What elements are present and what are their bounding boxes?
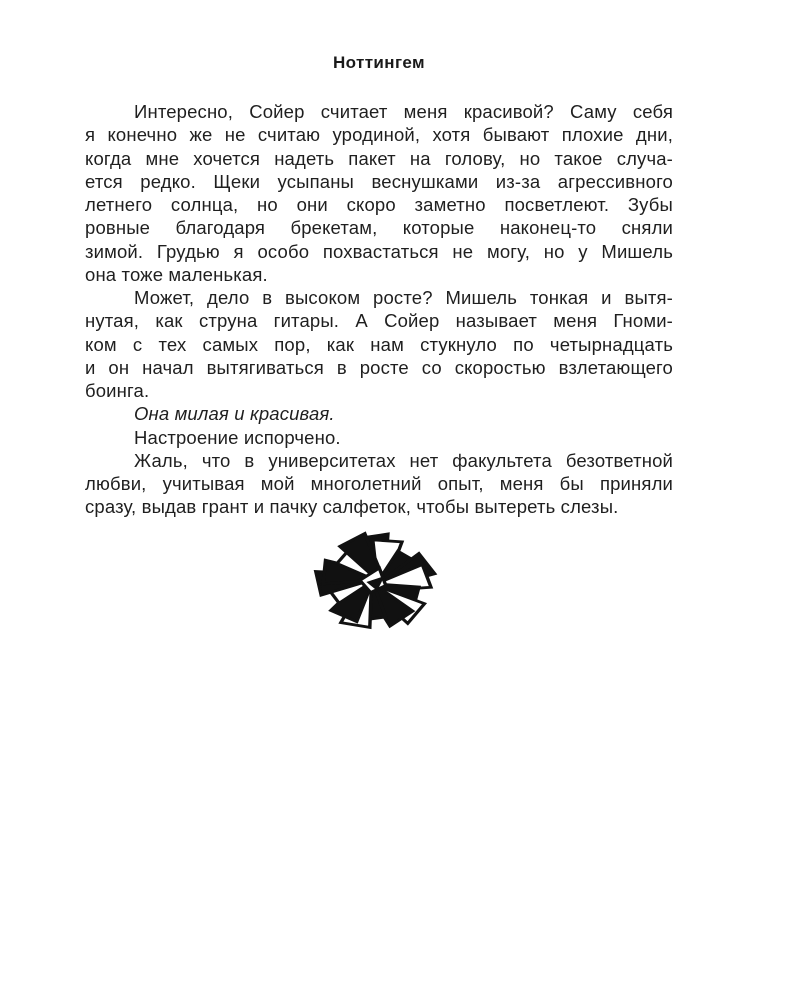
text-line: сразу, выдав грант и пачку салфеток, чтобы вытереть слезы. [85, 496, 619, 518]
text-line: ровные благодаря брекетам, которые наконец-то сняли [85, 217, 673, 239]
text-line: ком с тех самых пор, как нам стукнуло по четырнадцать [85, 333, 673, 355]
chapter-title: Ноттингем [332, 53, 426, 72]
pom-pom-illustration [310, 524, 440, 636]
text-line: Настроение испорчено. [134, 426, 341, 448]
text-line: нутая, как струна гитары. А Сойер называет меня Гноми- [85, 310, 673, 332]
text-line: Интересно, Сойер считает меня красивой? Саму себя [134, 101, 673, 122]
text-line: Может, дело в высоком росте? Мишель тонкая и вытя- [134, 287, 673, 308]
text-line: и он начал вытягиваться в росте со скоростью взлетающего [85, 356, 673, 378]
text-line: когда мне хочется надеть пакет на голову, но такое случа- [85, 147, 673, 169]
body-text [85, 100, 673, 519]
text-line: боинга. [85, 380, 150, 401]
pom-pom-icon [310, 524, 440, 636]
text-line: Она милая и красивая. [134, 403, 335, 425]
text-line: ется редко. Щеки усыпаны веснушками из-за агрессивного [85, 170, 673, 192]
text-line: Жаль, что в университетах нет факультета безответной [134, 449, 673, 471]
text-line: любви, учитывая мой многолетний опыт, меня бы приняли [85, 473, 673, 494]
text-line: я конечно же не считаю уродиной, хотя бывают плохие дни, [85, 124, 673, 146]
text-line: зимой. Грудью я особо похвастаться не могу, но у Мишель [85, 240, 673, 262]
text-line: летнего солнца, но они скоро заметно посветлеют. Зубы [85, 194, 673, 215]
text-line: она тоже маленькая. [85, 263, 268, 285]
